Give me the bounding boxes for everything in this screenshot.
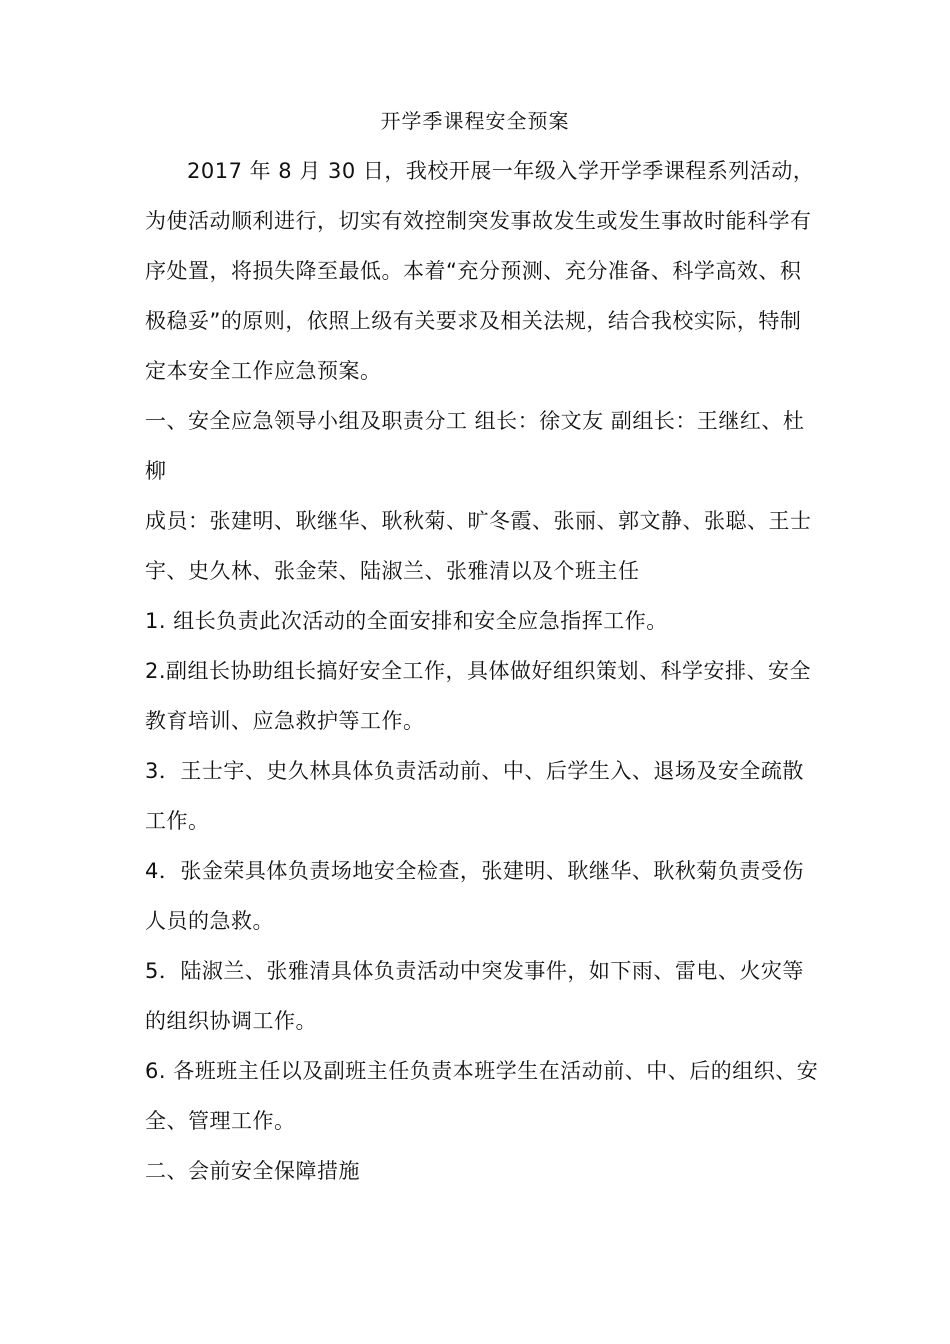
document-title: 开学季课程安全预案 — [380, 109, 570, 133]
duty-item-6: 6. 各班班主任以及副班主任负责本班学生在活动前、中、后的组织、安全、管理工作。 — [145, 1059, 819, 1133]
duty-item-2: 2.副组长协助组长搞好安全工作，具体做好组织策划、科学安排、安全教育培训、应急救护等工作。 — [145, 659, 812, 733]
section-heading-safety-measures: 二、会前安全保障措施 — [145, 1159, 360, 1183]
duty-item-1: 1. 组长负责此次活动的全面安排和安全应急指挥工作。 — [145, 609, 668, 633]
members-paragraph: 成员：张建明、耿继华、耿秋菊、旷冬霞、张丽、郭文静、张聪、王士宇、史久林、张金荣、陆淑兰、张雅清以及个班主任 — [145, 509, 812, 583]
duty-item-4: 4．张金荣具体负责场地安全检查，张建明、耿继华、耿秋菊负责受伤人员的急救。 — [145, 859, 804, 933]
intro-paragraph: 2017 年 8 月 30 日，我校开展一年级入学开学季课程系列活动，为使活动顺利进行，切实有效控制突发事故发生或发生事故时能科学有序处置，将损失降至最低。本着“充分预测、充分准备、科学高效、积极稳妥”的原则，依照上级有关要求及相关法规，结合我校实际，特制定本安全工作应急预案。 — [145, 159, 815, 383]
duty-item-3: 3．王士宇、史久林具体负责活动前、中、后学生入、退场及安全疏散工作。 — [145, 759, 804, 833]
duty-item-5: 5．陆淑兰、张雅清具体负责活动中突发事件，如下雨、雷电、火灾等的组织协调工作。 — [145, 959, 804, 1033]
document-body — [145, 146, 820, 1196]
section-heading-leadership: 一、安全应急领导小组及职责分工 组长：徐文友 副组长：王继红、杜柳 — [145, 409, 805, 483]
